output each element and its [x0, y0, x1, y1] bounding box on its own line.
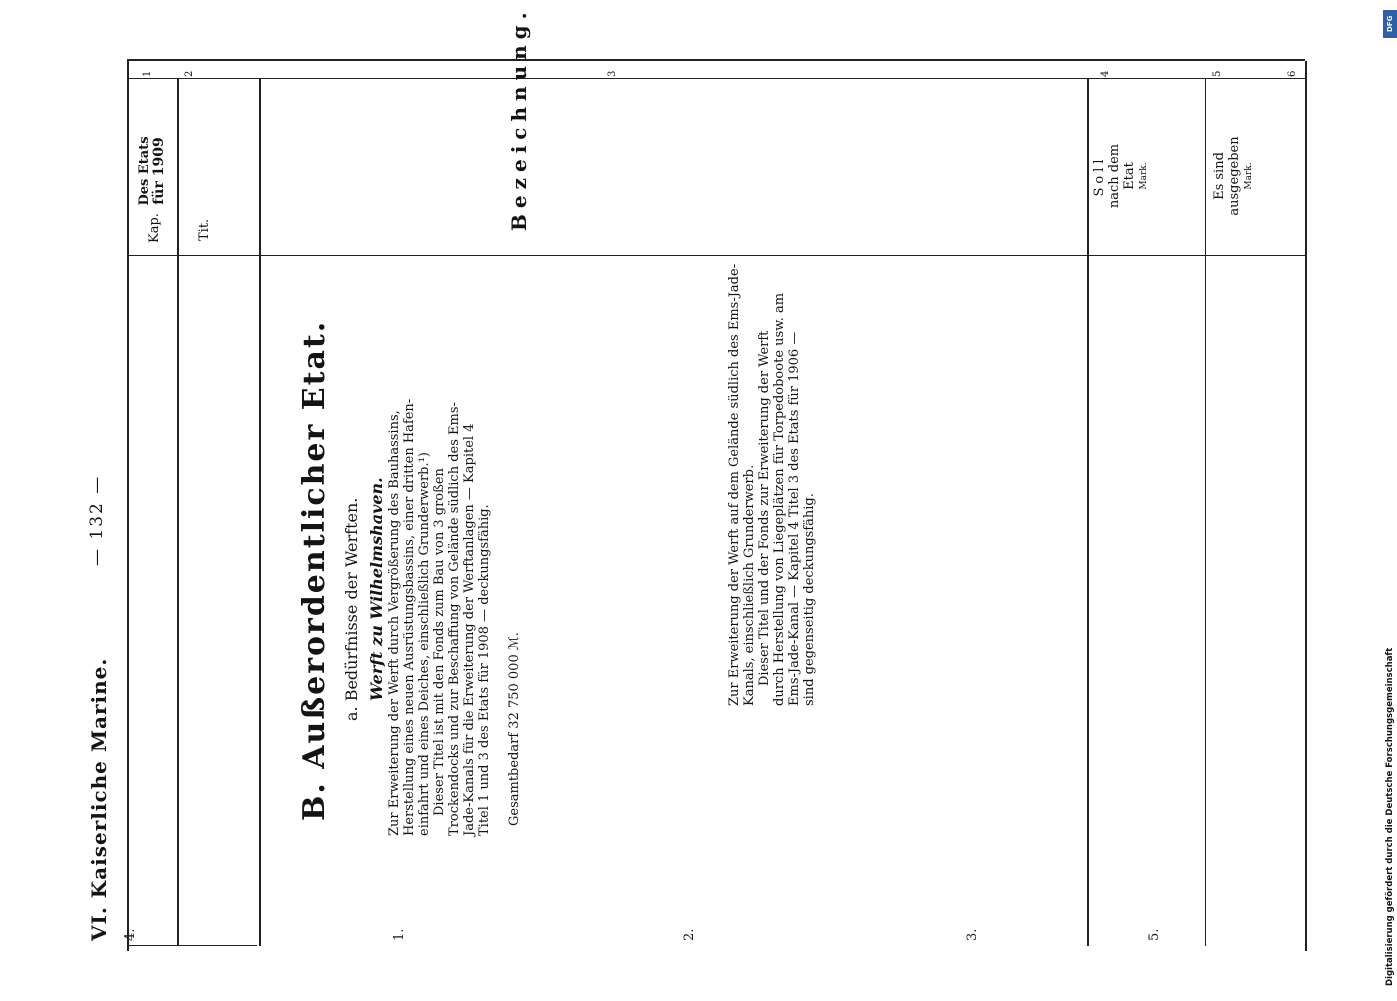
colnum-5: 5 [1212, 70, 1223, 77]
colnum-2: 2 [184, 70, 195, 77]
item1-tit: 1. [392, 928, 407, 941]
table-top-rule [127, 59, 1305, 61]
item1-line3: einfahrt und eines Deiches, einschließlich Grunderwerb.¹) [417, 452, 432, 836]
col6-end-rule [1305, 79, 1306, 946]
page-number: — 132 — [87, 474, 107, 566]
col2-col3-rule [177, 79, 179, 946]
header-aus-unit: Mark. [1244, 162, 1254, 190]
header-des-etats-line1: Des Etats [137, 136, 152, 206]
header-kap: Kap. [147, 213, 162, 243]
colnum-3: 3 [607, 70, 618, 77]
header-soll-line2: nach dem [1107, 143, 1122, 209]
item5-tit: 5. [1147, 928, 1162, 941]
colnum-4: 4 [1100, 70, 1111, 77]
header-bezeichnung: Bezeichnung. [507, 6, 531, 231]
item2-line1: Zur Erweiterung der Werft auf dem Gelände südlich des Ems-Jade- [727, 263, 742, 706]
kap-number: 4. [123, 928, 138, 941]
item1-gesamt: Gesamtbedarf 32 750 000 ℳ. [507, 632, 522, 826]
header-tit: Tit. [197, 218, 212, 241]
digitization-strip [1383, 10, 1397, 990]
table-left-rule [127, 61, 129, 951]
item3-tit: 3. [965, 928, 980, 941]
item2-text [727, 86, 817, 706]
header-ausgegeben [1212, 121, 1257, 231]
item1-text [387, 196, 492, 836]
colnum-1: 1 [142, 70, 153, 77]
header-aus-line2: ausgegeben [1227, 136, 1242, 216]
digitization-note: Digitalisierung gefördert durch die Deutsche Forschungsgemeinschaft [1385, 647, 1395, 986]
header-aus-line1: Es sind [1212, 152, 1227, 200]
header-soll-line3: Etat [1122, 162, 1137, 190]
header-soll [1092, 121, 1152, 231]
header-soll-unit: Mark. [1139, 162, 1149, 190]
col4-col5-rule [1087, 79, 1089, 946]
dfg-logo: DFG [1383, 10, 1397, 38]
werft-wilhelmshaven-heading: Werft zu Wilhelmshaven. [367, 477, 386, 701]
item2-line3: Dieser Titel und der Fonds zur Erweiterung der Werft [757, 330, 772, 686]
colnum-6: 6 [1287, 70, 1298, 77]
item1-line4: Dieser Titel ist mit den Fonds zum Bau von 3 großen [432, 468, 447, 816]
colnum-rule [127, 78, 1305, 79]
item2-line6: sind gegenseitig deckungsfähig. [802, 493, 817, 706]
item2-line4: durch Herstellung von Liegeplätzen für Torpedoboote usw. am [772, 292, 787, 706]
item2-line5: Ems-Jade-Kanal — Kapitel 4 Titel 3 des Etats für 1906 — [787, 331, 802, 706]
header-soll-line1: Soll [1092, 155, 1107, 197]
col5-col6-rule [1205, 79, 1206, 946]
subsection-title: a. Bedürfnisse der Werften. [342, 497, 361, 721]
item1-line6: Jade-Kanals für die Erweiterung der Werftanlagen — Kapitel 4 [462, 423, 477, 836]
item1-line1: Zur Erweiterung der Werft durch Vergrößerung des Bauhassins, [387, 410, 402, 836]
item1-line2: Herstellung eines neuen Ausrüstungsbassins, einer dritten Hafen- [402, 398, 417, 836]
item1-line7: Titel 1 und 3 des Etats für 1908 — deckungsfähig. [477, 504, 492, 836]
section-title: B. Außerordentlicher Etat. [297, 319, 332, 821]
item2-line2: Kanals, einschließlich Grunderwerb. [742, 464, 757, 706]
running-head: VI. Kaiserliche Marine. [87, 657, 111, 941]
item2-tit: 2. [682, 928, 697, 941]
col3-col4-rule [259, 79, 261, 946]
header-rule-left [127, 945, 257, 946]
item1-line5: Trockendocks und zur Beschaffung von Gelände südlich des Ems- [447, 402, 462, 836]
header-des-etats-line2: für 1909 [151, 137, 167, 205]
header-bottom-rule [127, 255, 1305, 256]
document-page [87, 0, 1297, 1001]
